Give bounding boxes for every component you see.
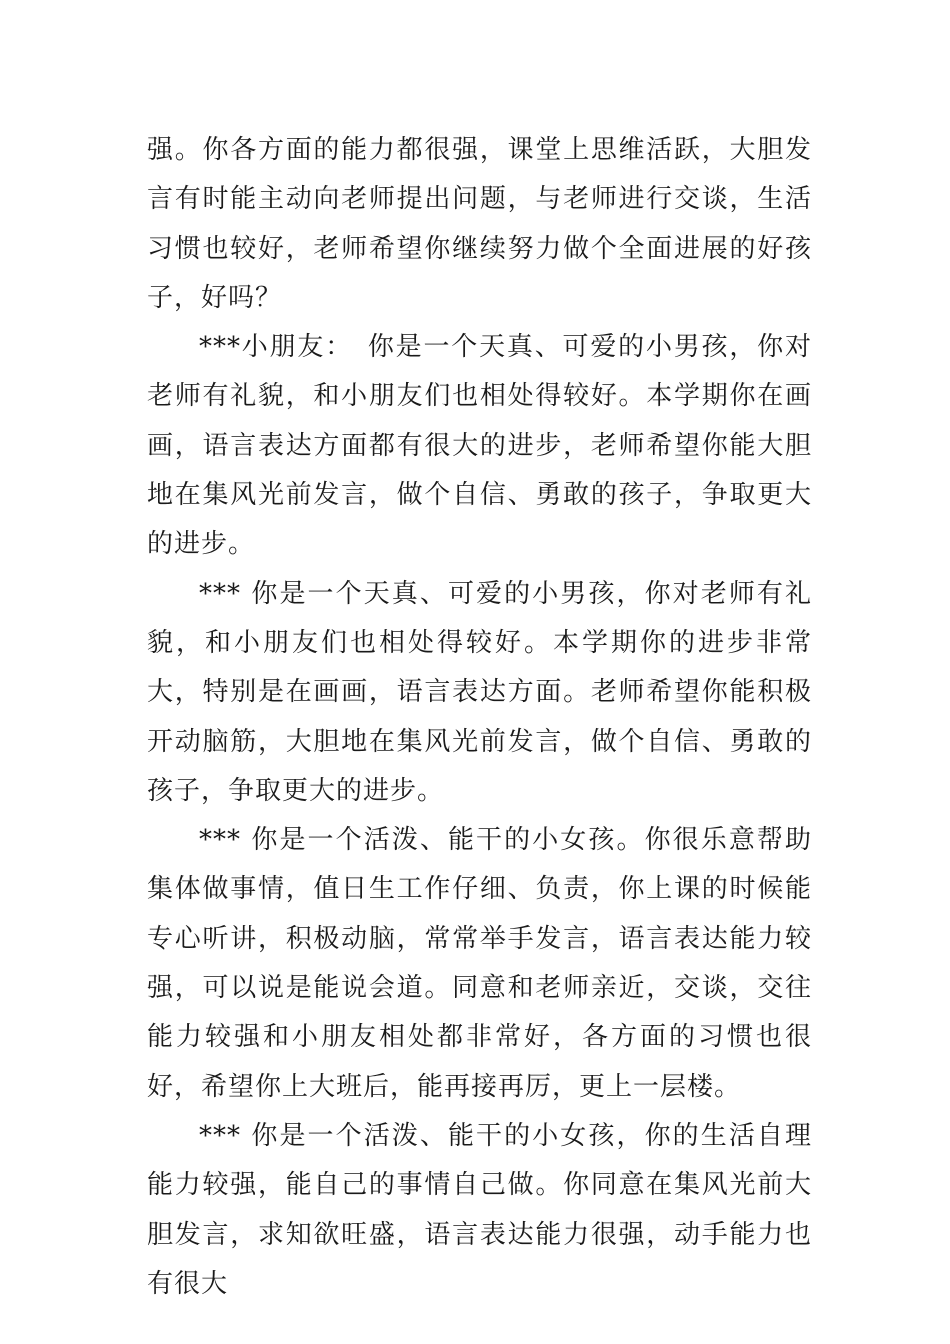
document-body (147, 126, 812, 1309)
paragraph-comment-2: *** 你是一个天真、可爱的小男孩，你对老师有礼貌，和小朋友们也相处得较好。本学期你的进步非常大，特别是在画画，语言表达方面。老师希望你能积极开动脑筋，大胆地在集风光前发言，做个自信、勇敢的孩子，争取更大的进步。 (147, 578, 812, 806)
paragraph-comment-3: *** 你是一个活泼、能干的小女孩。你很乐意帮助集体做事情，值日生工作仔细、负责，你上课的时候能专心听讲，积极动脑，常常举手发言，语言表达能力较强，可以说是能说会道。同意和老师亲近，交谈，交往能力较强和小朋友相处都非常好，各方面的习惯也很好，希望你上大班后，能再接再厉，更上一层楼。 (147, 825, 812, 1102)
paragraph-comment-1: ***小朋友： 你是一个天真、可爱的小男孩，你对老师有礼貌，和小朋友们也相处得较好。本学期你在画画，语言表达方面都有很大的进步，老师希望你能大胆地在集风光前发言，做个自信、勇敢的孩子，争取更大的进步。 (147, 332, 812, 560)
paragraph-comment-4: *** 你是一个活泼、能干的小女孩，你的生活自理能力较强，能自己的事情自己做。你同意在集风光前大胆发言，求知欲旺盛，语言表达能力很强，动手能力也有很大 (147, 1120, 812, 1299)
paragraph-continuation: 强。你各方面的能力都很强，课堂上思维活跃，大胆发言有时能主动向老师提出问题，与老师进行交谈，生活习惯也较好，老师希望你继续努力做个全面进展的好孩子，好吗？ (147, 135, 812, 313)
